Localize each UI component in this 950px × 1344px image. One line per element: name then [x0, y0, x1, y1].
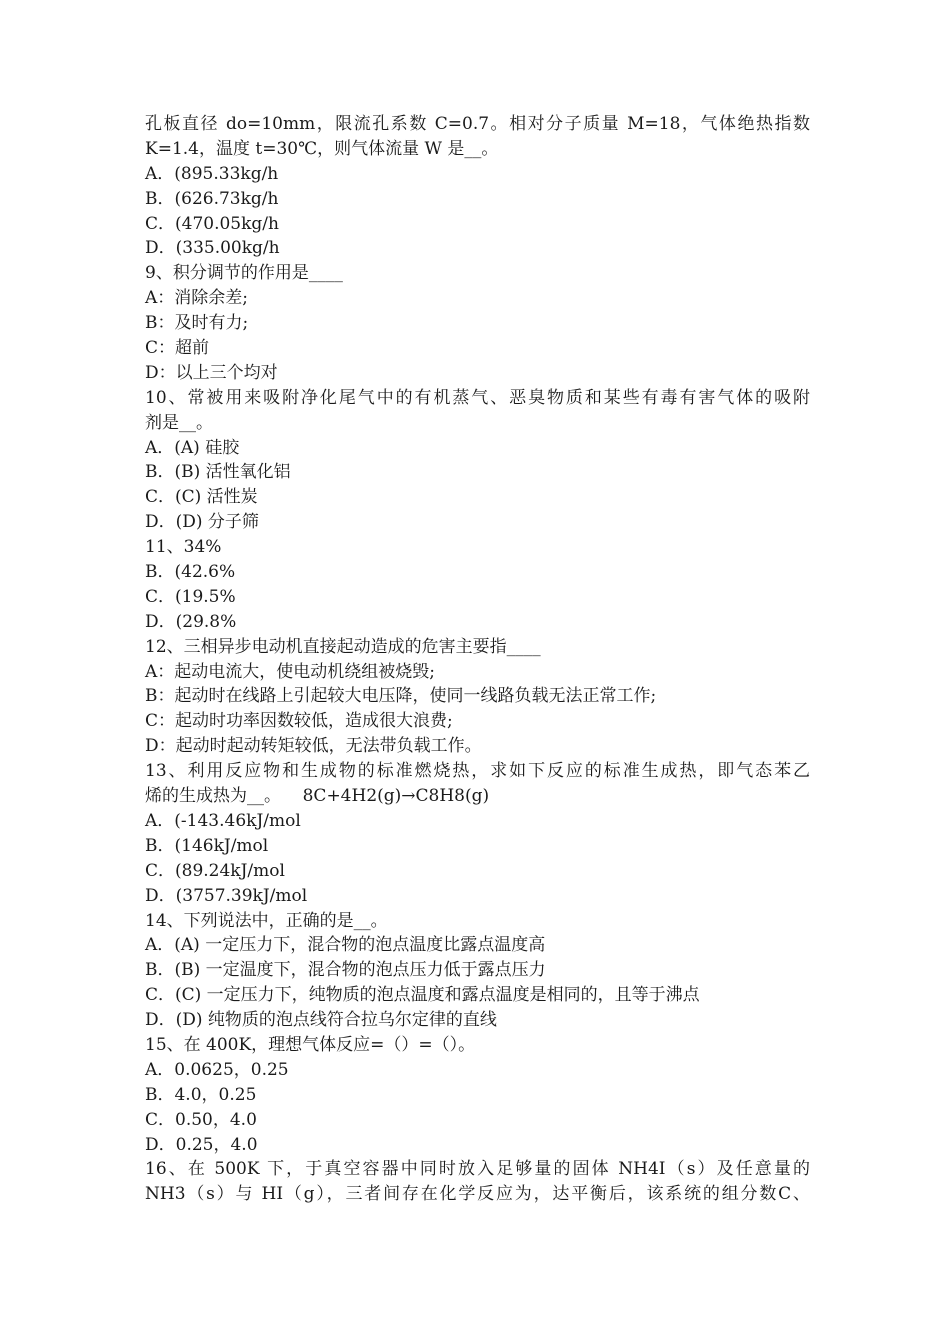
option-line: A．(A) 一定压力下，混合物的泡点温度比露点温度高 [145, 935, 546, 956]
question-line: 15、在 400K，理想气体反应=（）=（）。 [145, 1034, 476, 1055]
question-line: 11、34% [145, 537, 222, 558]
option-line: D．(D) 分子筛 [145, 512, 259, 533]
option-line: A：消除余差; [145, 288, 249, 309]
option-line: A．0.0625，0.25 [145, 1059, 289, 1080]
option-line: C：起动时功率因数较低，造成很大浪费; [145, 711, 453, 732]
question-line: 9、积分调节的作用是____ [145, 263, 343, 284]
document-body [145, 112, 810, 1207]
option-line: A．(895.33kg/h [145, 163, 279, 184]
option-line: B．(626.73kg/h [145, 188, 279, 209]
question-line: 12、三相异步电动机直接起动造成的危害主要指____ [145, 636, 541, 657]
option-line: B．(B) 一定温度下，混合物的泡点压力低于露点压力 [145, 960, 546, 981]
text-line: 烯的生成热为__。 8C+4H2(g)→C8H8(g) [145, 786, 490, 807]
option-line: D：起动时起动转矩较低，无法带负载工作。 [145, 736, 482, 757]
option-line: C．0.50，4.0 [145, 1109, 257, 1130]
option-line: C．(19.5% [145, 586, 236, 607]
option-line: C．(C) 活性炭 [145, 487, 258, 508]
option-line: B．(B) 活性氧化铝 [145, 462, 291, 483]
option-line: D．(29.8% [145, 611, 237, 632]
option-line: D．0.25，4.0 [145, 1134, 258, 1155]
option-line: B．4.0，0.25 [145, 1084, 257, 1105]
option-line: D．(3757.39kJ/mol [145, 885, 308, 906]
text-line: 剂是__。 [145, 412, 213, 433]
text-line: 孔板直径 do=10mm，限流孔系数 C=0.7。相对分子质量 M=18，气体绝热指数 [145, 114, 810, 134]
option-line: A．(-143.46kJ/mol [145, 810, 301, 831]
option-line: C．(470.05kg/h [145, 213, 279, 234]
text-line: K=1.4，温度 t=30℃，则气体流量 W 是__。 [145, 138, 499, 159]
option-line: D．(335.00kg/h [145, 238, 280, 259]
option-line: D．(D) 纯物质的泡点线符合拉乌尔定律的直线 [145, 1010, 497, 1031]
option-line: A．(A) 硅胶 [145, 437, 240, 458]
option-line: D：以上三个均对 [145, 362, 278, 383]
question-line: 10、常被用来吸附净化尾气中的有机蒸气、恶臭物质和某些有毒有害气体的吸附 [145, 387, 810, 408]
question-line: 14、下列说法中，正确的是__。 [145, 910, 388, 931]
question-line: 13、利用反应物和生成物的标准燃烧热，求如下反应的标准生成热，即气态苯乙 [145, 761, 810, 782]
option-line: C．(89.24kJ/mol [145, 860, 285, 881]
option-line: B：起动时在线路上引起较大电压降，使同一线路负载无法正常工作; [145, 686, 657, 707]
option-line: B．(146kJ/mol [145, 835, 269, 856]
option-line: B：及时有力; [145, 313, 249, 334]
option-line: B．(42.6% [145, 562, 236, 583]
question-line: 16、在 500K 下，于真空容器中同时放入足够量的固体 NH4I（s）及任意量的 [145, 1159, 810, 1180]
text-line: NH3（s）与 HI（g），三者间存在化学反应为，达平衡后，该系统的组分数C、 [145, 1184, 810, 1205]
option-line: A：起动电流大，使电动机绕组被烧毁; [145, 661, 436, 682]
option-line: C：超前 [145, 338, 210, 359]
option-line: C．(C) 一定压力下，纯物质的泡点温度和露点温度是相同的，且等于沸点 [145, 985, 700, 1006]
